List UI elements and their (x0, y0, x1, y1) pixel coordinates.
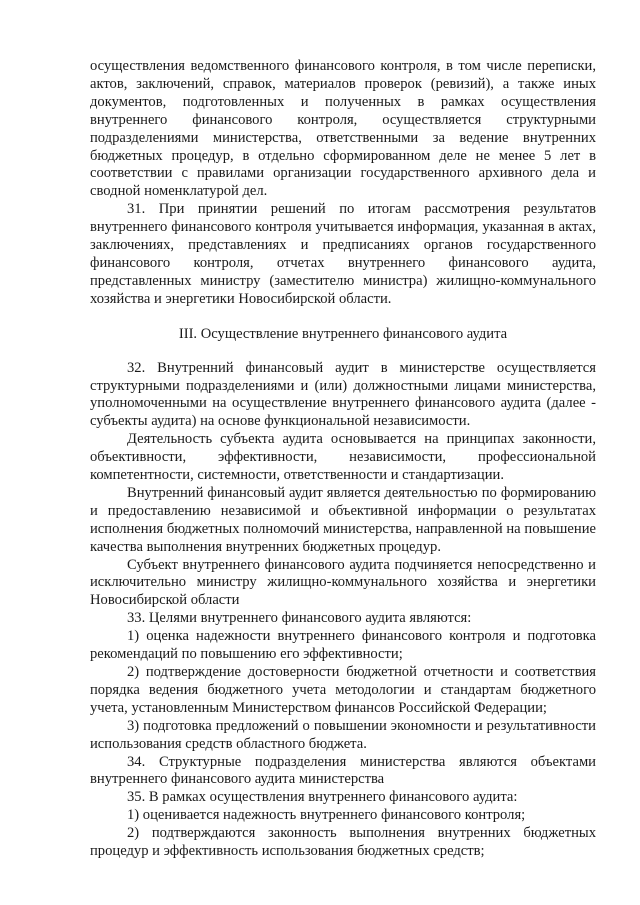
section-heading: III. Осуществление внутреннего финансового аудита (178, 325, 508, 342)
document-page (90, 58, 596, 861)
paragraph-32: 32. Внутренний финансовый аудит в министерстве осуществляется структурными подразделениями и (или) должностными лицами министерства, уполномоченными на осуществление внутреннего финансового аудита (далее - субъекты аудита) на основе функциональной независимости. (90, 359, 596, 430)
paragraph-34: 34. Структурные подразделения министерства являются объектами внутреннего финансового аудита министерства (90, 753, 596, 788)
list-item-33-3: 3) подготовка предложений о повышении экономности и результативности использования средств областного бюджета. (90, 717, 596, 752)
paragraph-30-continuation: осуществления ведомственного финансового контроля, в том числе переписки, актов, заключений, справок, материалов проверок (ревизий), а также иных документов, подготовленных и полученных в рамках осуществления внутреннего финансового контроля, осуществляется структурными подразделениями министерства, ответственными за ведение внутренних бюджетных процедур, в отдельно сформированном деле не менее 5 лет в соответствии с правилами организации государственного архивного дела и сводной номенклатурой дел. (90, 58, 596, 200)
paragraph-audit-subordination: Субъект внутреннего финансового аудита подчиняется непосредственно и исключительно министру жилищно-коммунального хозяйства и энергетики Новосибирской области (90, 556, 596, 609)
paragraph-33: 33. Целями внутреннего финансового аудита являются: (127, 610, 472, 627)
list-item-35-2: 2) подтверждаются законность выполнения внутренних бюджетных процедур и эффективность использования бюджетных средств; (90, 825, 596, 860)
list-item-35-1: 1) оценивается надежность внутреннего финансового контроля; (127, 807, 526, 824)
list-item-33-2: 2) подтверждение достоверности бюджетной отчетности и соответствия порядка ведения бюджетного учета методологии и стандартам бюджетного учета, установленным Министерством финансов Российской Федерации; (90, 664, 596, 716)
list-item-33-1: 1) оценка надежности внутреннего финансового контроля и подготовка рекомендаций по повышению его эффективности; (90, 628, 596, 663)
paragraph-35: 35. В рамках осуществления внутреннего финансового аудита: (127, 789, 518, 806)
paragraph-31: 31. При принятии решений по итогам рассмотрения результатов внутреннего финансового контроля учитывается информация, указанная в актах, заключениях, представлениях и предписаниях органов государственного финансового контроля, отчетах внутреннего финансового аудита, представленных министру (заместителю министра) жилищно-коммунального хозяйства и энергетики Новосибирской области. (90, 201, 596, 307)
paragraph-audit-principles: Деятельность субъекта аудита основывается на принципах законности, объективности, эффективности, независимости, профессиональной компетентности, системности, ответственности и стандартизации. (90, 431, 596, 484)
paragraph-audit-definition: Внутренний финансовый аудит является деятельностью по формированию и предоставлению независимой и объективной информации о результатах исполнения бюджетных полномочий министерства, направленной на повышение качества выполнения внутренних бюджетных процедур. (90, 484, 596, 555)
